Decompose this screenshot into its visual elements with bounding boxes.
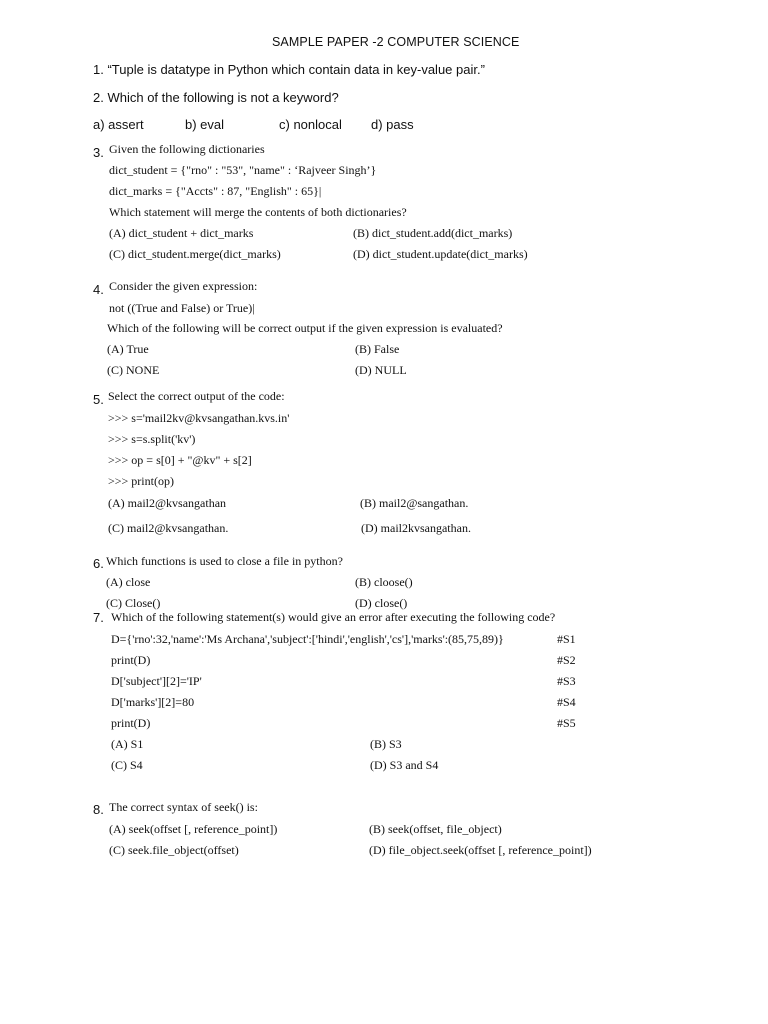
option-d: (D) dict_student.update(dict_marks) [353, 247, 528, 261]
question-text: Which of the following statement(s) would give an error after executing the following code? [111, 610, 556, 624]
question-text: Which statement will merge the contents of both dictionaries? [109, 205, 407, 219]
code-line: print(D) [111, 653, 151, 667]
code-line: >>> print(op) [108, 474, 174, 488]
option-c: (C) S4 [111, 758, 143, 772]
question-1 [93, 62, 485, 77]
code-line: print(D) [111, 716, 151, 730]
option-d: (D) mail2kvsangathan. [361, 521, 471, 535]
page-title: SAMPLE PAPER -2 COMPUTER SCIENCE [272, 35, 520, 49]
option-b: (B) S3 [370, 737, 402, 751]
option-b: (B) dict_student.add(dict_marks) [353, 226, 513, 240]
statement-tag: #S2 [557, 653, 576, 667]
option-a: (A) seek(offset [, reference_point]) [109, 822, 278, 836]
question-text: Select the correct output of the code: [108, 389, 285, 403]
statement-tag: #S5 [557, 716, 576, 730]
question-text: Which of the following is not a keyword? [107, 90, 339, 105]
code-line: >>> s='mail2kv@kvsangathan.kvs.in' [108, 411, 290, 425]
code-line: D['marks'][2]=80 [111, 695, 195, 709]
question-number: 5. [93, 392, 104, 407]
question-number: 6. [93, 556, 104, 571]
option-a: a) assert [93, 117, 144, 132]
question-text: Consider the given expression: [109, 279, 258, 293]
question-text: The correct syntax of seek() is: [109, 800, 258, 814]
option-c: (C) mail2@kvsangathan. [108, 521, 229, 535]
option-c: c) nonlocal [279, 117, 342, 132]
option-d: (D) S3 and S4 [370, 758, 439, 772]
option-b: (B) cloose() [355, 575, 413, 589]
code-line: D['subject'][2]='IP' [111, 674, 202, 688]
question-text: “Tuple is datatype in Python which contain data in key-value pair.” [107, 62, 485, 77]
option-a: (A) close [106, 575, 151, 589]
option-a: (A) S1 [111, 737, 144, 751]
option-b: (B) mail2@sangathan. [360, 496, 469, 510]
option-c: (C) Close() [106, 596, 161, 610]
question-text: Given the following dictionaries [109, 142, 265, 156]
question-number: 1. [93, 62, 104, 77]
option-c: (C) dict_student.merge(dict_marks) [109, 247, 281, 261]
code-line: D={'rno':32,'name':'Ms Archana','subject':['hindi','english','cs'],'marks':(85,75,89)} [111, 632, 504, 646]
question-number: 4. [93, 282, 104, 297]
question-number: 8. [93, 802, 104, 817]
option-b: b) eval [185, 117, 225, 132]
option-d: (D) close() [355, 596, 408, 610]
question-number: 3. [93, 145, 104, 160]
option-a: (A) True [107, 342, 149, 356]
statement-tag: #S1 [557, 632, 576, 646]
option-d: (D) NULL [355, 363, 407, 377]
option-b: (B) seek(offset, file_object) [369, 822, 502, 836]
option-c: (C) NONE [107, 363, 160, 377]
option-a: (A) dict_student + dict_marks [109, 226, 254, 240]
code-line: dict_student = {"rno" : "53", "name" : ‘Rajveer Singh’} [109, 163, 377, 177]
option-c: (C) seek.file_object(offset) [109, 843, 239, 857]
option-b: (B) False [355, 342, 400, 356]
option-d: d) pass [371, 117, 414, 132]
option-a: (A) mail2@kvsangathan [108, 496, 227, 510]
option-d: (D) file_object.seek(offset [, reference_point]) [369, 843, 592, 857]
code-line: >>> s=s.split('kv') [108, 432, 196, 446]
question-number: 7. [93, 610, 104, 625]
statement-tag: #S4 [557, 695, 576, 709]
question-2 [93, 90, 339, 105]
question-text: Which functions is used to close a file in python? [106, 554, 343, 568]
question-text: Which of the following will be correct output if the given expression is evaluated? [107, 321, 503, 335]
code-line: dict_marks = {"Accts" : 87, "English" : 65}| [109, 184, 322, 198]
code-line: not ((True and False) or True)| [109, 301, 255, 315]
code-line: >>> op = s[0] + "@kv" + s[2] [108, 453, 252, 467]
question-number: 2. [93, 90, 104, 105]
statement-tag: #S3 [557, 674, 576, 688]
